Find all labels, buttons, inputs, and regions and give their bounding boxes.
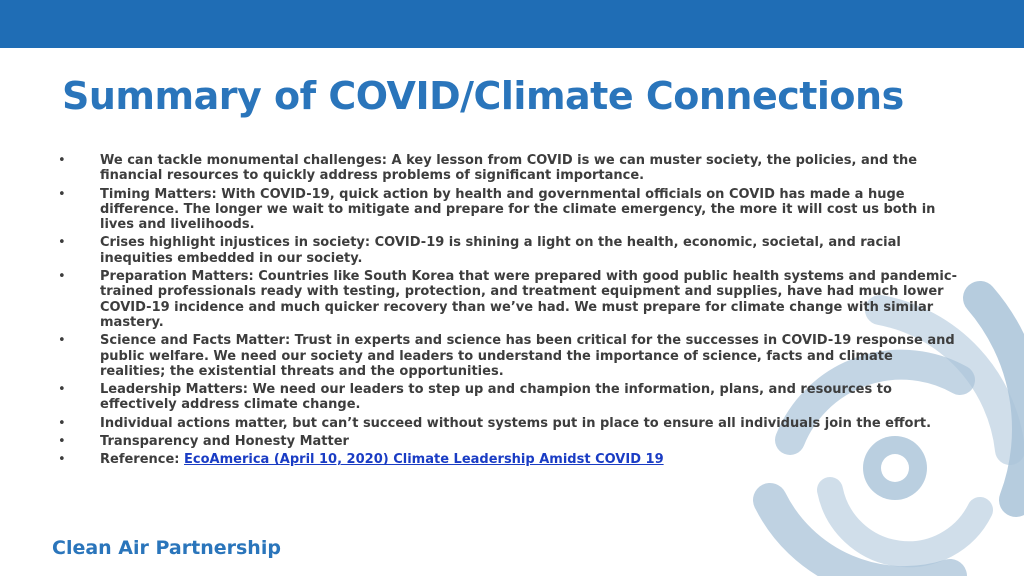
list-item — [58, 153, 958, 184]
bullet-text: Individual actions matter, but can’t succeed without systems put in place to ensure all individuals join the effort. — [100, 415, 932, 431]
list-item — [58, 434, 958, 449]
bullet-dot: • — [58, 153, 66, 168]
bullet-text: We can tackle monumental challenges: A key lesson from COVID is we can muster society, the policies, and the financial resources to quickly address problems of significant importance. — [100, 153, 918, 184]
bullet-text: Transparency and Honesty Matter — [100, 434, 349, 450]
bullet-list — [58, 153, 958, 471]
bullet-text: Crises highlight injustices in society: COVID-19 is shining a light on the health, economic, societal, and racial inequities embedded in our society. — [100, 235, 901, 266]
bullet-text: Leadership Matters: We need our leaders to step up and champion the information, plans, and resources to effectively address climate change. — [100, 382, 892, 413]
bullet-text: Timing Matters: With COVID-19, quick action by health and governmental officials on COVID has made a huge difference. The longer we wait to mitigate and prepare for the climate emergency, the more it will cost us both in lives and livelihoods. — [100, 186, 936, 233]
list-item — [58, 416, 958, 431]
list-item — [58, 452, 958, 467]
list-item — [58, 187, 958, 233]
bullet-dot: • — [58, 333, 66, 349]
list-item — [58, 333, 958, 379]
bullet-dot: • — [58, 415, 66, 431]
list-item — [58, 382, 958, 413]
bullet-text: Preparation Matters: Countries like South Korea that were prepared with good public health systems and pandemic-trained professionals ready with testing, protection, and treatment equipment and supplies, have had much lower COVID-19 incidence and much quicker recovery than we’ve had. We must prepare for climate change with similar mastery. — [100, 269, 957, 330]
bullet-dot: • — [58, 434, 66, 450]
bullet-dot: • — [58, 235, 66, 251]
slide-title: Summary of COVID/Climate Connections — [62, 74, 904, 118]
reference-link[interactable]: EcoAmerica (April 10, 2020) Climate Leadership Amidst COVID 19 — [184, 452, 664, 468]
bullet-dot: • — [58, 186, 66, 202]
bullet-dot: • — [58, 452, 66, 468]
bullet-text: Science and Facts Matter: Trust in experts and science has been critical for the successes in COVID-19 response and public welfare. We need our society and leaders to understand the importance of science, facts and climate realities; the existential threats and the opportunities. — [100, 333, 955, 379]
bullet-dot: • — [58, 382, 66, 398]
bullet-dot: • — [58, 269, 66, 285]
header-bar — [0, 0, 1024, 48]
reference-label: Reference: — [100, 452, 185, 468]
brand-name: Clean Air Partnership — [52, 537, 281, 559]
list-item — [58, 235, 958, 266]
list-item — [58, 269, 958, 330]
